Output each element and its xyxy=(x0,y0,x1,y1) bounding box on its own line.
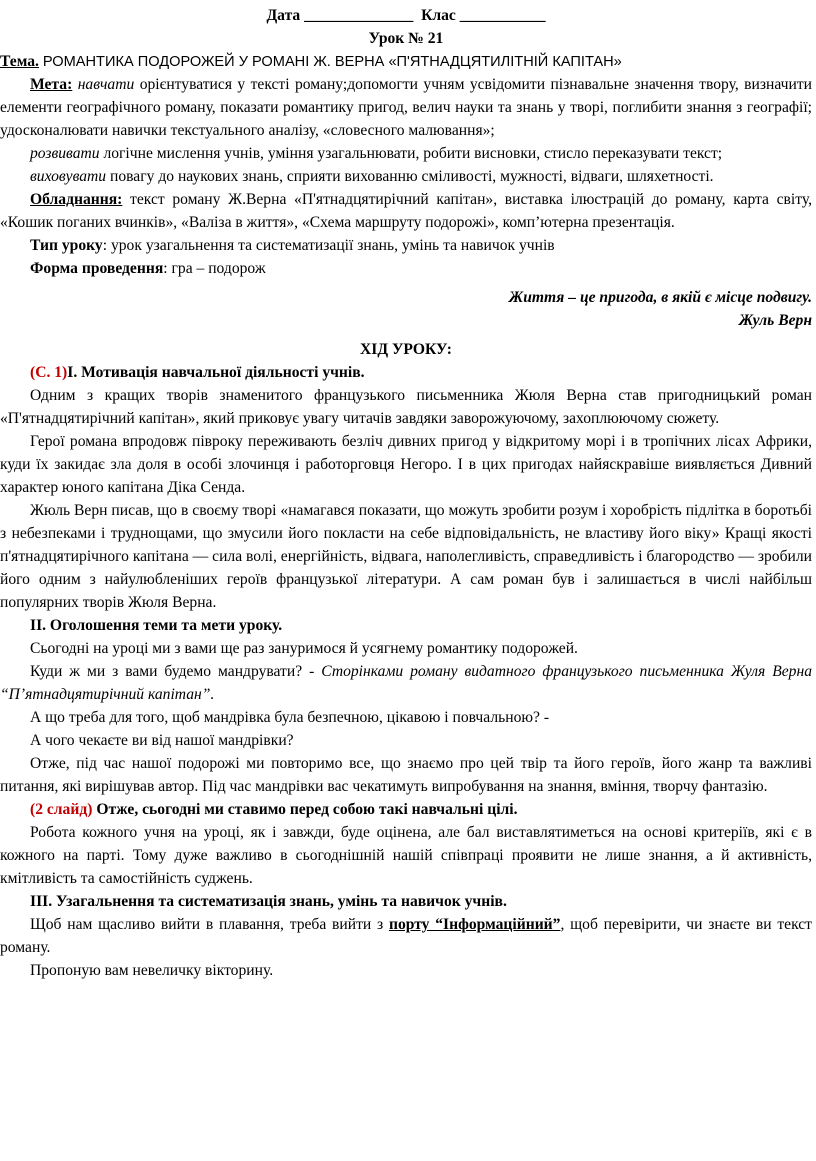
goal-educate-paragraph xyxy=(0,165,812,188)
course-heading: ХІД УРОКУ: xyxy=(359,341,452,358)
lesson-type-label: Тип уроку xyxy=(30,237,103,254)
section2-paragraph-1: Сьогодні на уроці ми з вами ще раз зануримося й усягнему романтику подорожей. xyxy=(30,640,578,657)
header-line xyxy=(0,4,812,27)
section3-paragraph-2: Пропоную вам невеличку вікторину. xyxy=(30,962,274,979)
goal-label: Мета: xyxy=(30,76,73,93)
section1-paragraph-2: Герої романа впродовж півроку переживають безліч дивних пригод у відкритому морі і в тропічних лісах Африки, куди їх закидає зла доля в особі злочинця і работорговця Негоро. І в цих пригодах найяскравіше виявляється Дивний характер юного капітана Діка Сенда. xyxy=(0,433,812,496)
goals-heading xyxy=(0,798,812,821)
section2-paragraph-4: А чого чекаєте ви від нашої мандрівки? xyxy=(30,732,294,749)
lesson-number: Урок № 21 xyxy=(368,30,444,47)
lesson-type-text: : урок узагальнення та систематизації знань, умінь та навичок учнів xyxy=(102,237,555,254)
goal-develop-paragraph xyxy=(0,142,812,165)
section2-title: ІІ. Оголошення теми та мети уроку. xyxy=(30,617,283,634)
section2-paragraph-6: Робота кожного учня на уроці, як і завжди, буде оцінена, але бал виставлятиметься на основі критеріїв, які є в кожного на парті. Тому дуже важливо в сьогоднішній нашій співпраці проявити не лише знання, а й активність, кмітливість та самостійність суджень. xyxy=(0,824,812,887)
port-name: порту “Інформаційний” xyxy=(388,916,561,933)
goal-paragraph xyxy=(0,73,812,142)
class-field: Клас ___________ xyxy=(421,7,546,24)
topic-text: РОМАНТИКА ПОДОРОЖЕЙ У РОМАНІ Ж. ВЕРНА «П'ЯТНАДЦЯТИЛІТНІЙ КАПІТАН» xyxy=(42,54,622,70)
lesson-form-label: Форма проведення xyxy=(30,260,164,277)
slide-marker-2: (2 слайд) xyxy=(30,801,93,818)
goal-educate-text: повагу до наукових знань, сприяти вихованню сміливості, мужності, відваги, шляхетності. xyxy=(106,168,714,185)
section3-paragraph-1 xyxy=(0,913,812,959)
topic-label: Тема. xyxy=(0,53,39,70)
equipment-label: Обладнання: xyxy=(30,191,123,208)
section2-paragraph-5: Отже, під час нашої подорожі ми повторимо все, що знаємо про цей твір та його героїв, його жанр та важливі питання, які вирішував автор. Під час мандрівки вас чекатимуть випробування на знання, вміння, творчу фантазію. xyxy=(0,755,812,795)
section3-title: ІІІ. Узагальнення та систематизація знань, умінь та навичок учнів. xyxy=(30,893,507,910)
lesson-form-line xyxy=(0,257,812,280)
document-page xyxy=(0,4,812,982)
equipment-paragraph xyxy=(0,188,812,234)
topic-line xyxy=(0,50,812,73)
goal-develop-text: логічне мислення учнів, уміння узагальнювати, робити висновки, стисло переказувати текст; xyxy=(99,145,723,162)
goal-educate-word: виховувати xyxy=(30,168,107,185)
goal-develop-word: розвивати xyxy=(30,145,100,162)
section3-text-start: Щоб нам щасливо вийти в плавання, треба вийти з xyxy=(30,916,389,933)
lesson-type-line xyxy=(0,234,812,257)
section2-paragraph-2 xyxy=(0,660,812,706)
section2-answer: Сторінками роману видатного французького письменника Жуля Верна “П’ятнадцятирічний капітан”. xyxy=(0,663,812,703)
goal-teach-text: орієнтуватися у тексті роману;допомогти учням усвідомити пізнавальне значення твору, визначити елементи географічного роману, показати романтику пригод, велич науки та знань у творі, поглибити знання з географії; удосконалювати навички текстуального аналізу, «словесного малювання»; xyxy=(0,76,812,139)
slide-marker-1: (С. 1) xyxy=(30,364,68,381)
goals-title: Отже, сьогодні ми ставимо перед собою такі навчальні цілі. xyxy=(92,801,518,818)
section1-title: І. Мотивація навчальної діяльності учнів. xyxy=(67,364,365,381)
section2-paragraph-3: А що треба для того, щоб мандрівка була безпечною, цікавою і повчальною? - xyxy=(30,709,550,726)
epigraph-author: Жуль Верн xyxy=(738,312,812,329)
section3-text-end: , щоб перевірити, чи знаєте ви текст роману. xyxy=(0,916,812,956)
goal-teach-word: навчати xyxy=(77,76,135,93)
lesson-form-text: : гра – подорож xyxy=(163,260,266,277)
section1-paragraph-1: Одним з кращих творів знаменитого французького письменника Жюля Верна став пригодницький роман «П'ятнадцятирічний капітан», який приковує увагу читачів завдяки заворожуючому, захоплюючому сюжету. xyxy=(0,387,812,427)
date-field: Дата ______________ xyxy=(266,7,414,24)
epigraph-quote: Життя – це пригода, в якій є місце подвигу. xyxy=(508,289,812,306)
equipment-text: текст роману Ж.Верна «П'ятнадцятирічний капітан», виставка ілюстрацій до роману, карта світу, «Кошик поганих вчинків», «Валіза в життя», «Схема маршруту подорожі», комп’ютерна презентація. xyxy=(0,191,812,231)
section1-paragraph-3: Жюль Верн писав, що в своєму творі «намагався показати, що можуть зробити розум і хоробрість підлітка в боротьбі з небезпеками і труднощами, що змусили його покласти на себе відповідальність, не властиву його віку» Кращі якості п'ятнадцятирічного капітана — сила волі, енергійність, відвага, наполегливість, справедливість і благородство — зробили його одним з найулюбленіших героїв французької літератури. А сам роман був і залишається в числі найбільш популярних творів Жюля Верна. xyxy=(0,502,812,611)
section2-question: Куди ж ми з вами будемо мандрувати? - xyxy=(30,663,322,680)
section1-heading xyxy=(0,361,812,384)
